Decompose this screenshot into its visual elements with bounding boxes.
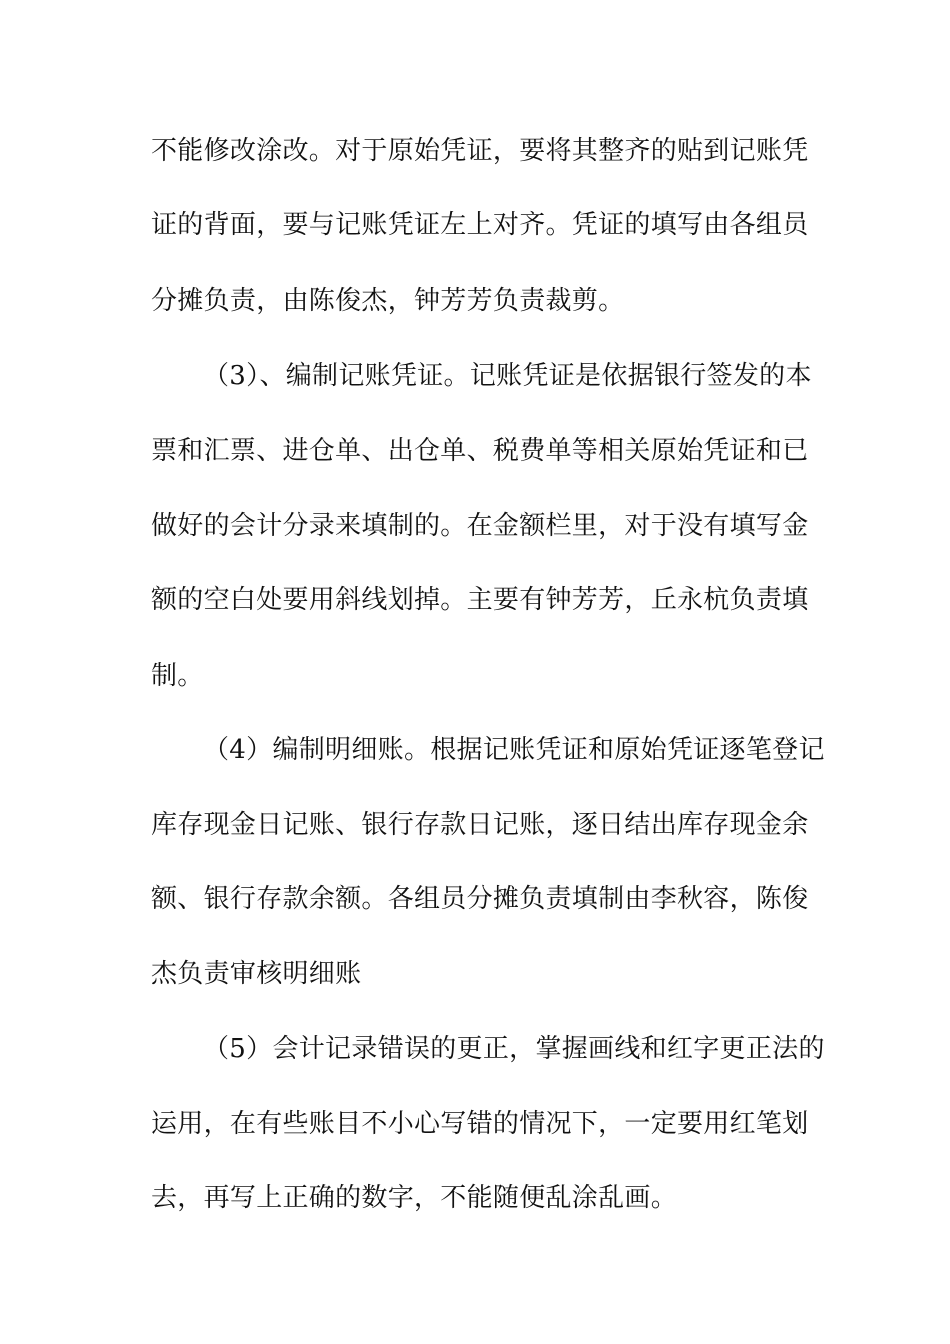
text-line: 做好的会计分录来填制的。在金额栏里，对于没有填写金 — [151, 511, 809, 541]
text-line: 运用，在有些账目不小心写错的情况下，一定要用红笔划 — [151, 1109, 809, 1139]
text-line: 杰负责审核明细账 — [151, 959, 362, 989]
text-line: 额、银行存款余额。各组员分摊负责填制由李秋容，陈俊 — [151, 884, 809, 914]
paragraph-5-first-line: （5）会计记录错误的更正，掌握画线和红字更正法的 — [203, 1034, 825, 1064]
text-line: 不能修改涂改。对于原始凭证，要将其整齐的贴到记账凭 — [151, 136, 809, 166]
paragraph-4-first-line: （4）编制明细账。根据记账凭证和原始凭证逐笔登记 — [203, 735, 825, 765]
text-line: 库存现金日记账、银行存款日记账，逐日结出库存现金余 — [151, 810, 809, 840]
text-line: 票和汇票、进仓单、出仓单、税费单等相关原始凭证和已 — [151, 436, 809, 466]
text-line: 去，再写上正确的数字，不能随便乱涂乱画。 — [151, 1183, 678, 1213]
text-line: 分摊负责，由陈俊杰，钟芳芳负责裁剪。 — [151, 286, 625, 316]
text-line: 额的空白处要用斜线划掉。主要有钟芳芳，丘永杭负责填 — [151, 585, 809, 615]
text-line: 制。 — [151, 661, 204, 691]
paragraph-3-first-line: （3）、编制记账凭证。记账凭证是依据银行签发的本 — [203, 361, 812, 391]
text-line: 证的背面，要与记账凭证左上对齐。凭证的填写由各组员 — [151, 210, 809, 240]
